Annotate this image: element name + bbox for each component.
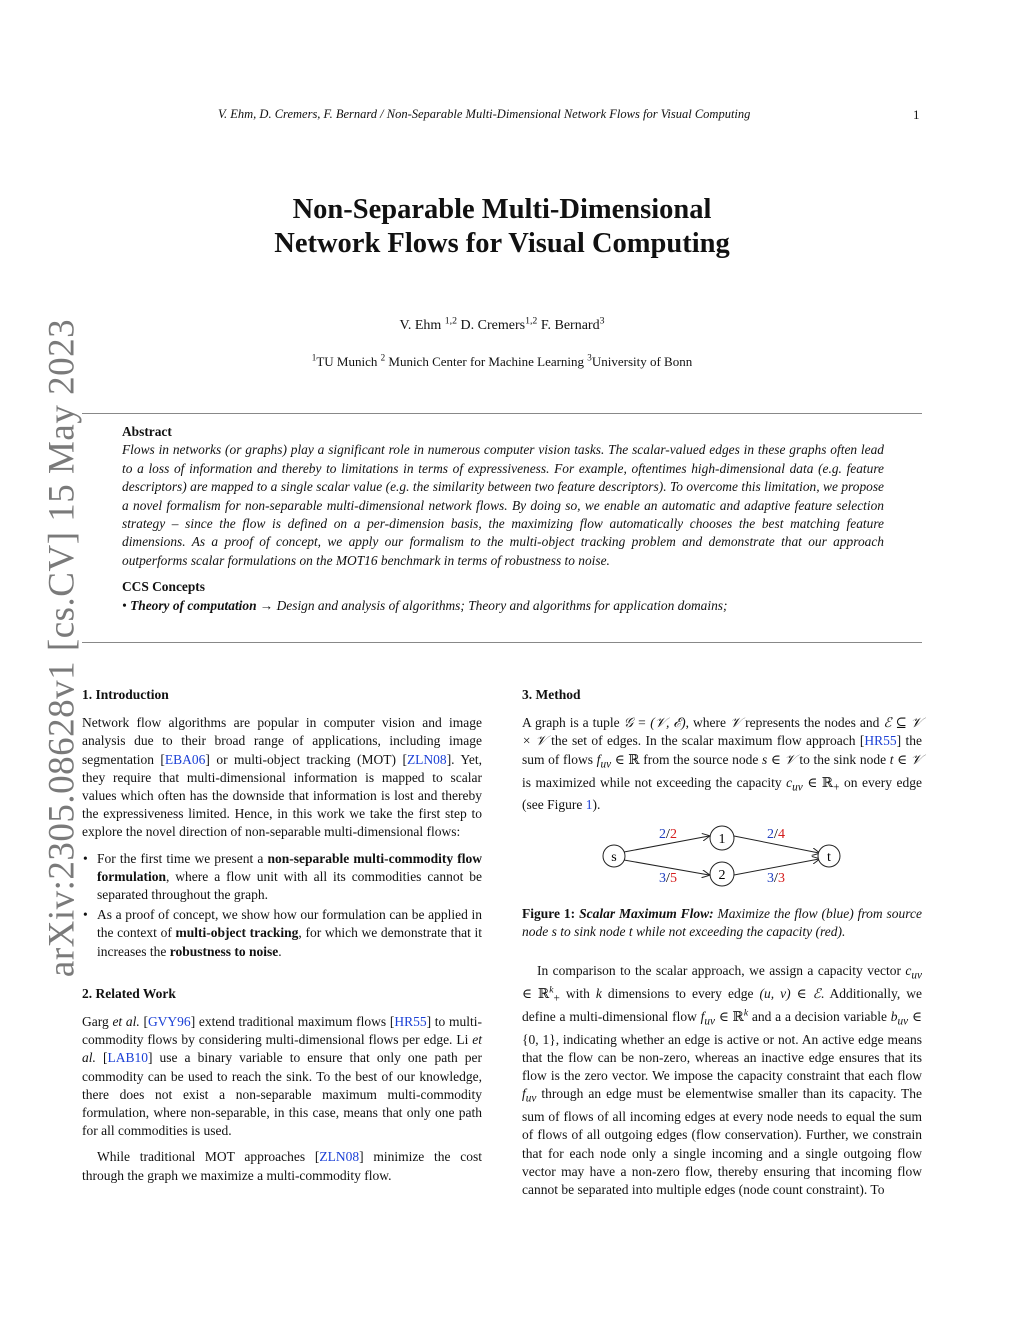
math-in-rk: ∈ ℝ	[522, 985, 550, 1001]
affil-1: TU Munich	[316, 354, 378, 369]
left-column	[82, 686, 482, 1193]
math-edges: ℰ ⊆ 𝒱 × 𝒱	[522, 715, 922, 749]
m-text-i: on every edge (see Figure	[522, 774, 922, 813]
m2-text-a: In comparison to the scalar approach, we assign a capacity vector	[537, 963, 906, 978]
math-s: s ∈ 𝒱	[761, 751, 796, 767]
affiliation-list	[150, 354, 854, 370]
citation-zln08[interactable]: ZLN08	[406, 751, 447, 767]
edge-s-2-flow: 3	[659, 871, 667, 886]
edge-s-2-sep: /	[666, 871, 670, 886]
node-s-label: s	[611, 850, 617, 865]
rw-text-d: ] to multi-commodity flows by considering multi-dimensional flows per edge. Li	[82, 1014, 482, 1048]
edge-label-1-t	[767, 827, 785, 842]
figure-1-caption	[522, 905, 922, 941]
affil-3: University of Bonn	[591, 354, 693, 369]
m2-text-f: , indicating whether an edge is active or not. An active edge means that the flow can be non-zero, whereas an inactive edge ensures that its flow is the zero vector. We impose the capacity constraint that each flow	[522, 1031, 922, 1084]
figure-1-caption-text: Maximize the flow (blue) from source node s to sink node t while not exceeding the capacity (red).	[522, 906, 922, 940]
author-list	[150, 315, 854, 334]
method-paragraph-2	[522, 962, 922, 1199]
math-f2-sub: uv	[704, 1015, 716, 1028]
contrib-2-bold-1: multi-object tracking	[175, 925, 299, 941]
m2-text-e: and a a decision variable	[748, 1008, 891, 1024]
math-in-rplus: ∈ ℝ	[802, 774, 834, 790]
title-line-1: Non-Separable Multi-Dimensional	[292, 194, 712, 225]
arxiv-stamp: arXiv:2305.08628v1 [cs.CV] 15 May 2023	[41, 318, 83, 978]
running-head: V. Ehm, D. Cremers, F. Bernard / Non-Separable Multi-Dimensional Network Flows for Visual Computing	[218, 107, 751, 121]
author-3-affil: 3	[599, 315, 605, 327]
author-1: V. Ehm	[399, 318, 442, 333]
math-rplus-sub: +	[833, 781, 840, 794]
math-in-r: ∈ ℝ	[611, 751, 640, 767]
rw-etal-2: et al.	[82, 1032, 482, 1066]
math-b: b	[890, 1008, 898, 1024]
edge-s-1-sep: /	[666, 827, 670, 842]
m-text-g: to the sink node	[795, 751, 890, 767]
author-1-affil: 1,2	[444, 315, 458, 327]
node-2-label: 2	[718, 868, 726, 883]
citation-gvy96[interactable]: GVY96	[147, 1014, 191, 1030]
rw-text-c: ] extend traditional maximum flows [	[190, 1014, 395, 1030]
related-paragraph-2	[82, 1148, 482, 1184]
edge-label-s-1	[659, 827, 677, 842]
citation-zln08-2[interactable]: ZLN08	[319, 1149, 360, 1165]
math-k: k	[595, 985, 602, 1001]
affil-2: Munich Center for Machine Learning	[388, 354, 585, 369]
edge-s-1-flow: 2	[659, 827, 667, 842]
edge-1-t-sep: /	[774, 827, 778, 842]
method-paragraph-1	[522, 714, 922, 814]
math-c: c	[786, 774, 793, 790]
m-text-d: the set of edges. In the scalar maximum flow approach [	[546, 733, 865, 749]
right-column	[522, 686, 922, 823]
section-introduction-title: 1. Introduction	[82, 687, 169, 702]
m-text-h: is maximized while not exceeding the capacity	[522, 774, 787, 790]
rw2-text-b: ] minimize the cost through the graph we maximize a multi-commodity flow.	[82, 1149, 482, 1183]
edge-s-2-cap: 5	[669, 871, 677, 886]
intro-text-c: ]. Yet, they require that multi-dimensional information is mapped to scalar values which often has the downside that information is lost and thereby the expressiveness limited. Hence, in this work we take the first step to explore the novel direction of non-separable multi-dimensional flows:	[82, 751, 482, 840]
intro-text-a: Network flow algorithms are popular in computer vision and image analysis due to their broad range of applications, including image segmentation [	[82, 715, 482, 767]
math-c-sub: uv	[792, 781, 803, 794]
node-t-label: t	[827, 850, 831, 865]
right-column-continued	[522, 962, 922, 1207]
ccs-rest: Design and analysis of algorithms; Theory and algorithms for application domains;	[276, 597, 728, 613]
citation-hr55-method[interactable]: HR55	[864, 733, 897, 749]
math-in-rk2: ∈ ℝ	[715, 1008, 744, 1024]
math-graph: 𝒢 = (𝒱, ℰ)	[623, 715, 686, 731]
m-text-j: ).	[592, 797, 601, 813]
node-1-label: 1	[718, 832, 726, 847]
edge-s-1-cap: 2	[669, 827, 677, 842]
math-b-sub: uv	[897, 1015, 909, 1028]
edge-1-t-flow: 2	[767, 827, 775, 842]
rw-etal-1: et al.	[112, 1014, 140, 1030]
rw2-text-a: While traditional MOT approaches [	[97, 1149, 320, 1165]
math-c2-sub: uv	[911, 969, 922, 982]
m2-text-c: dimensions to every edge	[601, 985, 760, 1001]
edge-2-t-cap: 3	[777, 871, 785, 886]
affil-2-num: 2	[380, 352, 386, 363]
m-text-b: , where	[685, 715, 730, 731]
ccs-arrow: →	[259, 597, 274, 613]
contribution-item	[97, 850, 482, 905]
intro-text-b: ] or multi-object tracking (MOT) [	[205, 751, 407, 767]
paper-title	[150, 193, 854, 261]
m-text-f: from the source node	[639, 751, 762, 767]
author-3: F. Bernard	[540, 318, 600, 333]
m2-text-d: . Additionally, we define a multi-dimensional flow	[522, 985, 922, 1024]
contrib-1-text-b: , where a flow unit with all its commodities cannot be separated throughout the graph.	[97, 868, 482, 903]
contribution-item	[97, 906, 482, 961]
contrib-2-text-a: As a proof of concept, we show how our formulation can be applied in the context of	[97, 907, 482, 941]
edge-2-t-sep: /	[774, 871, 778, 886]
m2-text-g: through an edge must be elementwise smaller than its capacity. The sum of flows of all incoming edges at every node needs to equal the sum of flows of all outgoing edges (flow conservation). Further, we constrain that for each node only a single incoming and a single outgoing flow vector may have a non-zero flow, thereby ensuring that incoming flow cannot be separated into multiple edges (node count constraint). To	[522, 1086, 922, 1197]
edge-label-2-t	[767, 871, 785, 886]
ccs-heading: CCS Concepts	[122, 579, 205, 595]
rw-text-b: [	[139, 1014, 148, 1030]
contribution-list	[82, 850, 482, 961]
ccs-term: Theory of computation	[130, 597, 257, 613]
related-paragraph-1	[82, 1013, 482, 1140]
contrib-2-bold-2: robustness to noise	[169, 943, 279, 959]
math-f3-sub: uv	[525, 1092, 537, 1105]
contrib-1-bold: non-separable multi-commodity flow formulation	[97, 850, 482, 884]
section-related-work-title: 2. Related Work	[82, 985, 176, 1001]
m2-text-b: with	[559, 985, 596, 1001]
math-binary: ∈ {0, 1}	[522, 1008, 922, 1047]
affil-1-num: 1	[311, 352, 317, 363]
math-rk-sup: k	[549, 985, 554, 996]
abstract-text: Flows in networks (or graphs) play a significant role in numerous computer vision tasks. The scalar-valued edges in these graphs often lead to a loss of information and thereby to limitations in terms of expressiveness. For example, oftentimes high-dimensional data (e.g. feature descriptors) are mapped to a single scalar value (e.g. the similarity between two feature descriptors). To overcome this limitation, we propose a novel formalism for non-separable multi-dimensional network flows. By doing so, we enable an automatic and adaptive feature selection strategy – since the flow is defined on a per-dimension basis, the maximizing flow automatically chooses the best matching feature dimensions. As a proof of concept, we apply our formalism to the multi-object tracking problem and demonstrate that our approach outperforms scalar formulations on the MOT16 benchmark in terms of robustness to noise.	[122, 442, 884, 568]
math-f3: f	[522, 1086, 526, 1102]
page-number: 1	[913, 107, 920, 122]
rw-text-f: ] use a binary variable to ensure that only one path per commodity can be used to reach the sink. To the best of our knowledge, there does not exist a non-separable maximum multi-commodity formulation, where non-separable, in this case, means that only one path for all commodities is used.	[82, 1050, 482, 1139]
math-t: t ∈ 𝒱	[889, 751, 922, 767]
citation-eba06[interactable]: EBA06	[164, 751, 206, 767]
author-2: D. Cremers	[460, 318, 526, 333]
intro-paragraph	[82, 714, 482, 841]
math-uv: (u, v) ∈ ℰ	[759, 985, 821, 1001]
bottom-divider	[82, 642, 922, 643]
figure-1-caption-label: Figure 1:	[522, 906, 576, 921]
math-c2: c	[905, 963, 912, 978]
figure-1-graph	[522, 818, 922, 896]
rw-text-e: [	[95, 1050, 108, 1066]
ccs-bullet: •	[122, 597, 127, 613]
rw-text-a: Garg	[82, 1014, 113, 1030]
figure-1-caption-name: Scalar Maximum Flow:	[579, 906, 714, 921]
math-nodes: 𝒱	[729, 715, 742, 731]
math-f2: f	[700, 1008, 705, 1024]
edge-label-s-2	[659, 871, 677, 886]
m-text-e: ] the sum of flows	[522, 733, 922, 767]
math-rk2-sup: k	[743, 1008, 749, 1019]
contrib-1-text-a: For the first time we present a	[97, 850, 268, 866]
abstract-heading: Abstract	[122, 424, 172, 439]
author-2-affil: 1,2	[525, 315, 538, 327]
citation-hr55[interactable]: HR55	[394, 1014, 427, 1030]
citation-lab10[interactable]: LAB10	[107, 1050, 148, 1066]
edge-1-t-cap: 4	[777, 827, 785, 842]
contrib-2-text-b: , for which we demonstrate that it increases the	[97, 925, 482, 959]
figure-ref-1[interactable]: 1	[585, 797, 593, 813]
math-f-sub: uv	[600, 758, 612, 771]
contrib-2-text-c: .	[278, 943, 282, 959]
math-f: f	[596, 751, 601, 767]
math-rk-sub: +	[553, 992, 560, 1005]
edge-2-t-flow: 3	[767, 871, 775, 886]
section-method-title: 3. Method	[522, 687, 581, 702]
affil-3-num: 3	[587, 352, 592, 363]
abstract-block	[122, 423, 884, 615]
top-divider	[82, 413, 922, 414]
ccs-item	[122, 597, 884, 615]
m-text-a: A graph is a tuple	[522, 715, 624, 731]
m-text-c: represents the nodes and	[741, 715, 884, 731]
title-line-2: Network Flows for Visual Computing	[274, 228, 730, 259]
